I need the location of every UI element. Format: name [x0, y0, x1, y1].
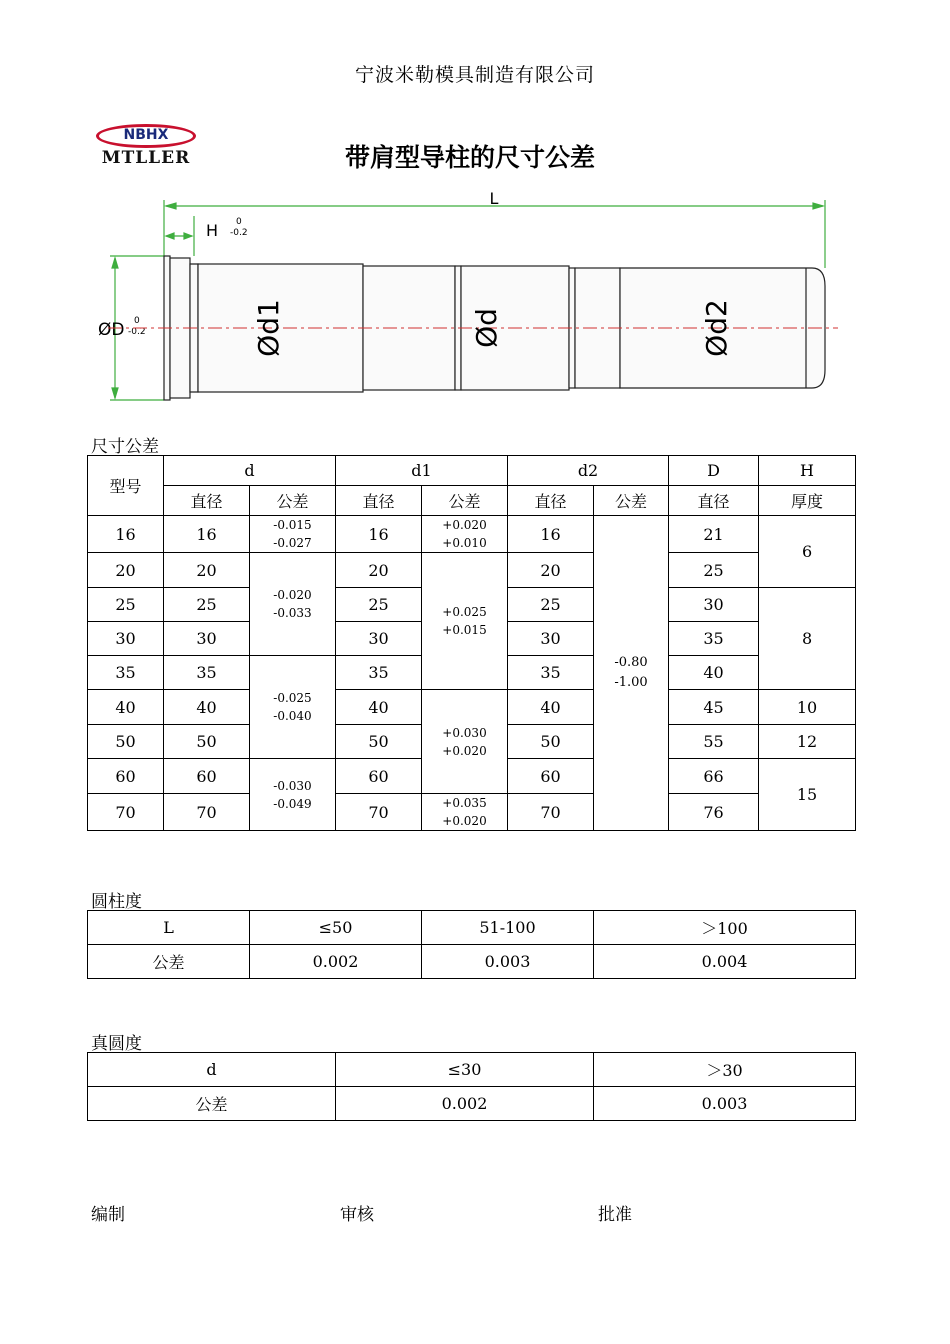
- d1-cell: 25: [336, 588, 422, 622]
- guide-pillar-drawing: [90, 186, 850, 416]
- company-logo: [90, 124, 202, 172]
- header-d: d: [164, 456, 336, 486]
- model-cell: 70: [88, 794, 164, 831]
- d-cell: 50: [164, 725, 250, 759]
- d-drawing-label: Ød: [470, 308, 503, 348]
- d-cell: 35: [164, 656, 250, 690]
- round-header-le30: ≤30: [336, 1053, 594, 1087]
- d1-cell: 35: [336, 656, 422, 690]
- d-tolerance-cell: -0.015 -0.027: [250, 516, 336, 553]
- model-cell: 60: [88, 759, 164, 794]
- cyl-header-51-100: 51-100: [422, 911, 594, 945]
- header-model: 型号: [88, 456, 164, 516]
- cyl-value: 0.002: [250, 945, 422, 979]
- h-tol-upper: 0: [236, 217, 242, 227]
- model-cell: 20: [88, 553, 164, 588]
- d2-cell: 70: [508, 794, 594, 831]
- approved-by-label: 批准: [598, 1205, 632, 1225]
- H-cell: 10: [759, 690, 856, 725]
- d1-cell: 40: [336, 690, 422, 725]
- table-row: [88, 553, 856, 588]
- d-tolerance-cell: -0.030 -0.049: [250, 759, 336, 831]
- table-header-row: [88, 456, 856, 486]
- model-cell: 16: [88, 516, 164, 553]
- round-value: 0.002: [336, 1087, 594, 1121]
- d2-cell: 25: [508, 588, 594, 622]
- cylindricity-table: [87, 910, 856, 979]
- D-cell: 21: [669, 516, 759, 553]
- cyl-header-le50: ≤50: [250, 911, 422, 945]
- cyl-value: 0.003: [422, 945, 594, 979]
- cyl-row-label: 公差: [88, 945, 250, 979]
- D-cell: 45: [669, 690, 759, 725]
- d1-tolerance-cell: +0.020 +0.010: [422, 516, 508, 553]
- d1-tolerance-cell: +0.030 +0.020: [422, 690, 508, 794]
- subheader-H-thickness: 厚度: [759, 486, 856, 516]
- subheader-d-diameter: 直径: [164, 486, 250, 516]
- H-cell: 12: [759, 725, 856, 759]
- D-cell: 35: [669, 622, 759, 656]
- table-row: [88, 911, 856, 945]
- d2-cell: 50: [508, 725, 594, 759]
- length-label: L: [489, 189, 499, 208]
- d2-cell: 16: [508, 516, 594, 553]
- round-header-d: d: [88, 1053, 336, 1087]
- d-flange-tol-upper: 0: [134, 316, 140, 326]
- reviewed-by-label: 审核: [340, 1205, 374, 1225]
- d2-cell: 20: [508, 553, 594, 588]
- H-cell: 6: [759, 516, 856, 588]
- round-row-label: 公差: [88, 1087, 336, 1121]
- header-d2: d2: [508, 456, 669, 486]
- size-tolerance-table: [87, 455, 856, 831]
- cylindricity-caption: 圆柱度: [91, 892, 142, 912]
- table-row: [88, 1053, 856, 1087]
- company-name: 宁波米勒模具制造有限公司: [354, 64, 595, 86]
- d2-tolerance-cell: -0.80 -1.00: [594, 516, 669, 831]
- header-D: D: [669, 456, 759, 486]
- length-dimension: [164, 200, 825, 268]
- subheader-D-diameter: 直径: [669, 486, 759, 516]
- table-subheader-row: [88, 486, 856, 516]
- d-cell: 20: [164, 553, 250, 588]
- d1-cell: 50: [336, 725, 422, 759]
- logo-top-text: NBHX: [123, 127, 169, 143]
- d2-drawing-label: Ød2: [700, 299, 733, 357]
- d-tolerance-cell: -0.020 -0.033: [250, 553, 336, 656]
- d-flange-label: ØD: [98, 320, 125, 340]
- prepared-by-label: 编制: [91, 1205, 125, 1225]
- d1-cell: 16: [336, 516, 422, 553]
- D-cell: 55: [669, 725, 759, 759]
- d-tolerance-cell: -0.025 -0.040: [250, 656, 336, 759]
- size-table-caption: 尺寸公差: [91, 437, 159, 457]
- subheader-d2-diameter: 直径: [508, 486, 594, 516]
- model-cell: 30: [88, 622, 164, 656]
- D-cell: 76: [669, 794, 759, 831]
- d2-cell: 40: [508, 690, 594, 725]
- d2-cell: 30: [508, 622, 594, 656]
- H-cell: 15: [759, 759, 856, 831]
- document-title: 带肩型导柱的尺寸公差: [344, 143, 595, 172]
- d1-cell: 70: [336, 794, 422, 831]
- roundness-table: [87, 1052, 856, 1121]
- roundness-caption: 真圆度: [91, 1034, 142, 1054]
- cyl-value: 0.004: [594, 945, 856, 979]
- round-header-gt30: ＞30: [594, 1053, 856, 1087]
- subheader-d1-diameter: 直径: [336, 486, 422, 516]
- d-cell: 25: [164, 588, 250, 622]
- d1-cell: 30: [336, 622, 422, 656]
- d1-cell: 20: [336, 553, 422, 588]
- cyl-header-L: L: [88, 911, 250, 945]
- d-cell: 60: [164, 759, 250, 794]
- header-H: H: [759, 456, 856, 486]
- subheader-d2-tolerance: 公差: [594, 486, 669, 516]
- logo-bottom-text: MTLLER: [101, 148, 191, 168]
- d1-tolerance-cell: +0.025 +0.015: [422, 553, 508, 690]
- d1-drawing-label: Ød1: [252, 299, 285, 357]
- table-row: [88, 945, 856, 979]
- model-cell: 35: [88, 656, 164, 690]
- D-cell: 30: [669, 588, 759, 622]
- d1-cell: 60: [336, 759, 422, 794]
- D-cell: 25: [669, 553, 759, 588]
- table-row: [88, 516, 856, 553]
- H-cell: 8: [759, 588, 856, 690]
- d-cell: 30: [164, 622, 250, 656]
- round-value: 0.003: [594, 1087, 856, 1121]
- d-cell: 40: [164, 690, 250, 725]
- h-tol-lower: -0.2: [230, 228, 248, 238]
- subheader-d1-tolerance: 公差: [422, 486, 508, 516]
- model-cell: 40: [88, 690, 164, 725]
- d1-tolerance-cell: +0.035 +0.020: [422, 794, 508, 831]
- cyl-header-gt100: ＞100: [594, 911, 856, 945]
- model-cell: 50: [88, 725, 164, 759]
- flange-thickness-dimension: [166, 216, 194, 256]
- D-cell: 66: [669, 759, 759, 794]
- d2-cell: 60: [508, 759, 594, 794]
- d-flange-tol-lower: -0.2: [128, 327, 146, 337]
- d2-cell: 35: [508, 656, 594, 690]
- d-cell: 16: [164, 516, 250, 553]
- table-row: [88, 690, 856, 725]
- d-cell: 70: [164, 794, 250, 831]
- D-cell: 40: [669, 656, 759, 690]
- table-row: [88, 794, 856, 831]
- model-cell: 25: [88, 588, 164, 622]
- table-row: [88, 1087, 856, 1121]
- header-d1: d1: [336, 456, 508, 486]
- h-label: H: [205, 221, 219, 240]
- subheader-d-tolerance: 公差: [250, 486, 336, 516]
